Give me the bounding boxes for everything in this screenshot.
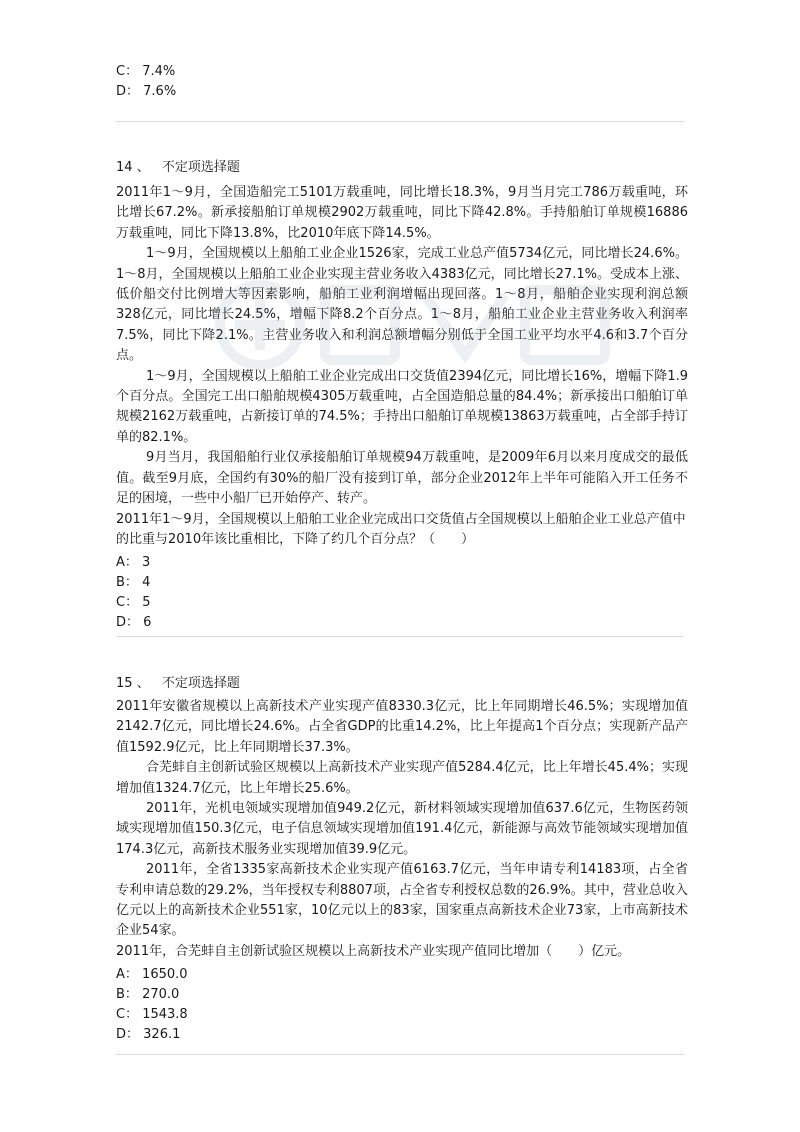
question-stem: 2011年1～9月，全国规模以上船舶工业企业完成出口交货值占全国规模以上船舶企业工业总产值中的比重与2010年该比重相比，下降了约几个百分点？（ ） <box>116 511 686 547</box>
option-d[interactable] <box>116 613 688 633</box>
option-value: 3 <box>142 555 151 571</box>
passage-paragraph: 2011年，全省1335家高新技术企业实现产值6163.7亿元，当年申请专利14183项，占全省专利申请总数的29.2%，当年授权专利8807项，占全省专利授权总数的26.9%。其中，营业总收入亿元以上的高新技术企业551家，10亿元以上的83家，国家重点高新技术企业73家，上市高新技术企业54家。 <box>116 862 688 939</box>
prev-option-c[interactable] <box>116 62 175 82</box>
option-value: 7.6% <box>143 84 177 99</box>
option-value: 6 <box>143 615 152 631</box>
divider <box>116 1054 684 1055</box>
option-label: D： <box>116 615 140 631</box>
option-value: 1543.8 <box>142 1007 188 1023</box>
passage-paragraph: 2011年1～9月，全国造船完工5101万载重吨，同比增长18.3%，9月当月完工786万载重吨，环比增长67.2%。新承接船舶订单规模2902万载重吨，同比下降42.8%。手持船舶订单规模16886万载重吨，同比下降13.8%，比2010年底下降14.5%。 <box>116 185 688 241</box>
question-14-body <box>116 183 688 633</box>
question-15-body <box>116 697 688 1045</box>
passage-paragraph: 合芜蚌自主创新试验区规模以上高新技术产业实现产值5284.4亿元，比上年增长45.4%；实现增加值1324.7亿元，比上年增长25.6%。 <box>116 760 688 796</box>
option-label: A： <box>116 967 138 983</box>
option-value: 1650.0 <box>142 967 188 983</box>
divider <box>116 636 684 637</box>
question-type: 不定项选择题 <box>161 676 240 691</box>
option-label: B： <box>116 575 138 591</box>
option-b[interactable] <box>116 985 688 1005</box>
passage-paragraph: 1～9月，全国规模以上船舶工业企业1526家，完成工业总产值5734亿元，同比增长24.6%。1～8月，全国规模以上船舶工业企业实现主营业务收入4383亿元，同比增长27.1%。受成本上涨、低价船交付比例增大等因素影响，船舶工业利润增幅出现回落。1～8月，船舶企业实现利润总额328亿元，同比增长24.5%，增幅下降8.2个百分点。1～8月，船舶工业企业主营业务收入利润率7.5%，同比下降2.1%。主营业务收入和利润总额增幅分别低于全国工业平均水平4.6和3.7个百分点。 <box>116 246 688 364</box>
option-list <box>116 965 688 1045</box>
option-c[interactable] <box>116 593 688 613</box>
question-separator: 、 <box>136 160 150 175</box>
option-b[interactable] <box>116 573 688 593</box>
question-14-header <box>116 158 240 178</box>
option-d[interactable] <box>116 1025 688 1045</box>
option-label: C： <box>116 64 139 79</box>
option-label: D： <box>116 84 140 99</box>
option-value: 326.1 <box>143 1027 181 1043</box>
option-label: C： <box>116 1007 139 1023</box>
option-label: D： <box>116 1027 140 1043</box>
passage-paragraph: 1～9月，全国规模以上船舶工业企业完成出口交货值2394亿元，同比增长16%，增幅下降1.9个百分点。全国完工出口船舶规模4305万载重吨，占全国造船总量的84.4%；新承接出口船舶订单规模2162万载重吨，占新接订单的74.5%；手持出口船舶订单规模13863万载重吨，占全部手持订单的82.1%。 <box>116 368 688 445</box>
divider <box>116 121 684 122</box>
option-a[interactable] <box>116 553 688 573</box>
option-a[interactable] <box>116 965 688 985</box>
option-c[interactable] <box>116 1005 688 1025</box>
option-value: 4 <box>142 575 151 591</box>
option-label: B： <box>116 987 138 1003</box>
option-value: 270.0 <box>142 987 180 1003</box>
option-value: 5 <box>142 595 151 611</box>
option-label: A： <box>116 555 138 571</box>
question-separator: 、 <box>136 676 150 691</box>
question-type: 不定项选择题 <box>161 160 240 175</box>
question-number: 14 <box>116 160 133 175</box>
passage-paragraph: 9月当月，我国船舶行业仅承接船舶订单规模94万载重吨，是2009年6月以来月度成交的最低值。截至9月底，全国约有30%的船厂没有接到订单，部分企业2012年上半年可能陷入开工任务不足的困境，一些中小船厂已开始停产、转产。 <box>116 450 688 507</box>
passage-paragraph: 2011年安徽省规模以上高新技术产业实现产值8330.3亿元，比上年同期增长46.5%；实现增加值2142.7亿元，同比增长24.6%。占全省GDP的比重14.2%，比上年提高1个百分点；实现新产品产值1592.9亿元，比上年同期增长37.3%。 <box>116 699 688 755</box>
question-15-header <box>116 674 240 694</box>
prev-option-d[interactable] <box>116 82 176 102</box>
option-label: C： <box>116 595 139 611</box>
question-stem: 2011年，合芜蚌自主创新试验区规模以上高新技术产业实现产值同比增加（ ）亿元。 <box>116 943 631 959</box>
passage-paragraph: 2011年，光机电领域实现增加值949.2亿元，新材料领域实现增加值637.6亿元，生物医药领域实现增加值150.3亿元，电子信息领域实现增加值191.4亿元，新能源与高效节能领域实现增加值174.3亿元，高新技术服务业实现增加值39.9亿元。 <box>116 801 688 857</box>
question-number: 15 <box>116 676 133 691</box>
option-list <box>116 553 688 633</box>
option-value: 7.4% <box>142 64 176 79</box>
